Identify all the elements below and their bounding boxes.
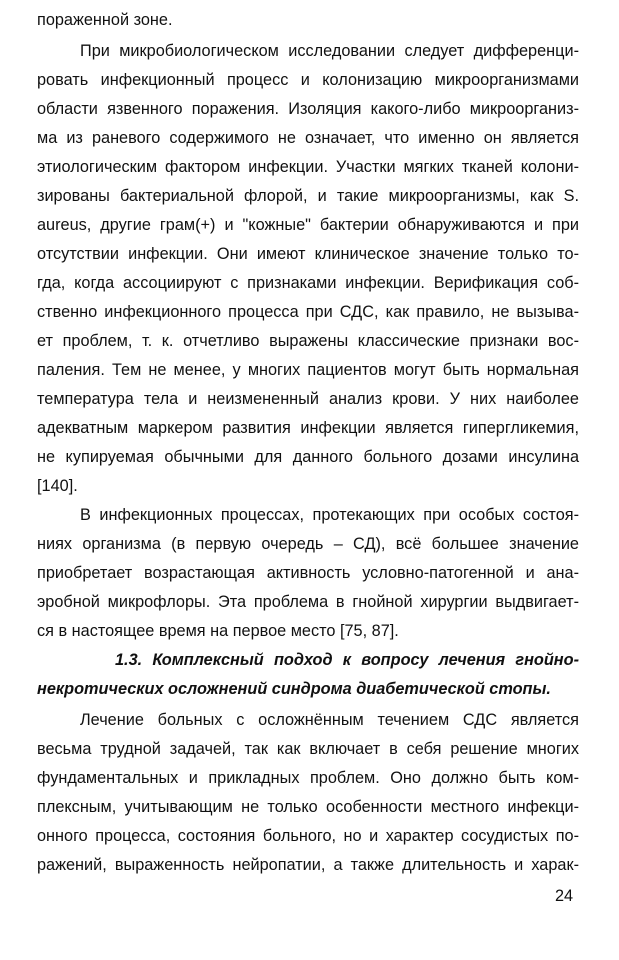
- text-line: не купируемая обычными для данного больного дозами инсулина: [37, 448, 579, 466]
- text-line: этиологическим фактором инфекции. Участки мягких тканей колони-: [37, 158, 579, 176]
- text-line: В инфекционных процессах, протекающих при особых состоя-: [80, 506, 579, 524]
- text-line: весьма трудной задачей, так как включает в себя решение многих: [37, 740, 579, 758]
- text-line: При микробиологическом исследовании следует дифференци-: [80, 42, 579, 60]
- text-line: ся в настоящее время на первое место [75, 87].: [37, 622, 399, 640]
- text-line: ственно инфекционного процесса при СДС, как правило, не вызыва-: [37, 303, 579, 321]
- text-line: ровать инфекционный процесс и колонизацию микроорганизмами: [37, 71, 579, 89]
- text-line: температура тела и неизмененный анализ крови. У них наиболее: [37, 390, 579, 408]
- text-line: онного процесса, состояния больного, но и характер сосудистых по-: [37, 827, 579, 845]
- text-line: плексным, учитывающим не только особенности местного инфекци-: [37, 798, 579, 816]
- text-line: адекватным маркером развития инфекции является гипергликемия,: [37, 419, 579, 437]
- text-line: ражений, выраженность нейропатии, а также длительность и харак-: [37, 856, 579, 874]
- text-line: фундаментальных и прикладных проблем. Оно должно быть ком-: [37, 769, 579, 787]
- text-line: отсутствии инфекции. Они имеют клиническое значение только то-: [37, 245, 579, 263]
- text-line: паления. Тем не менее, у многих пациентов могут быть нормальная: [37, 361, 579, 379]
- page-number: 24: [555, 887, 574, 905]
- text-line: aureus, другие грам(+) и "кожные" бактерии обнаруживаются и при: [37, 216, 579, 234]
- citation-line: [140].: [37, 477, 78, 495]
- text-line: ет проблем, т. к. отчетливо выражены классические признаки вос-: [37, 332, 579, 350]
- section-heading-line-1: 1.3. Комплексный подход к вопросу лечения гнойно-: [115, 651, 579, 669]
- text-line: зированы бактериальной флорой, и такие микроорганизмы, как S.: [37, 187, 579, 205]
- section-heading-line-2: некротических осложнений синдрома диабетической стопы.: [37, 680, 551, 698]
- text-line: эробной микрофлоры. Эта проблема в гнойной хирургии выдвигает-: [37, 593, 579, 611]
- text-line: ма из раневого содержимого не означает, что именно он является: [37, 129, 579, 147]
- text-line: приобретает возрастающая активность условно-патогенной и ана-: [37, 564, 579, 582]
- text-line: области язвенного поражения. Изоляция какого-либо микроорганиз-: [37, 100, 579, 118]
- text-line: ниях организма (в первую очередь – СД), всё большее значение: [37, 535, 579, 553]
- text-line: пораженной зоне.: [37, 11, 173, 29]
- text-line: Лечение больных с осложнённым течением СДС является: [80, 711, 579, 729]
- text-line: гда, когда ассоциируют с признаками инфекции. Верификация соб-: [37, 274, 579, 292]
